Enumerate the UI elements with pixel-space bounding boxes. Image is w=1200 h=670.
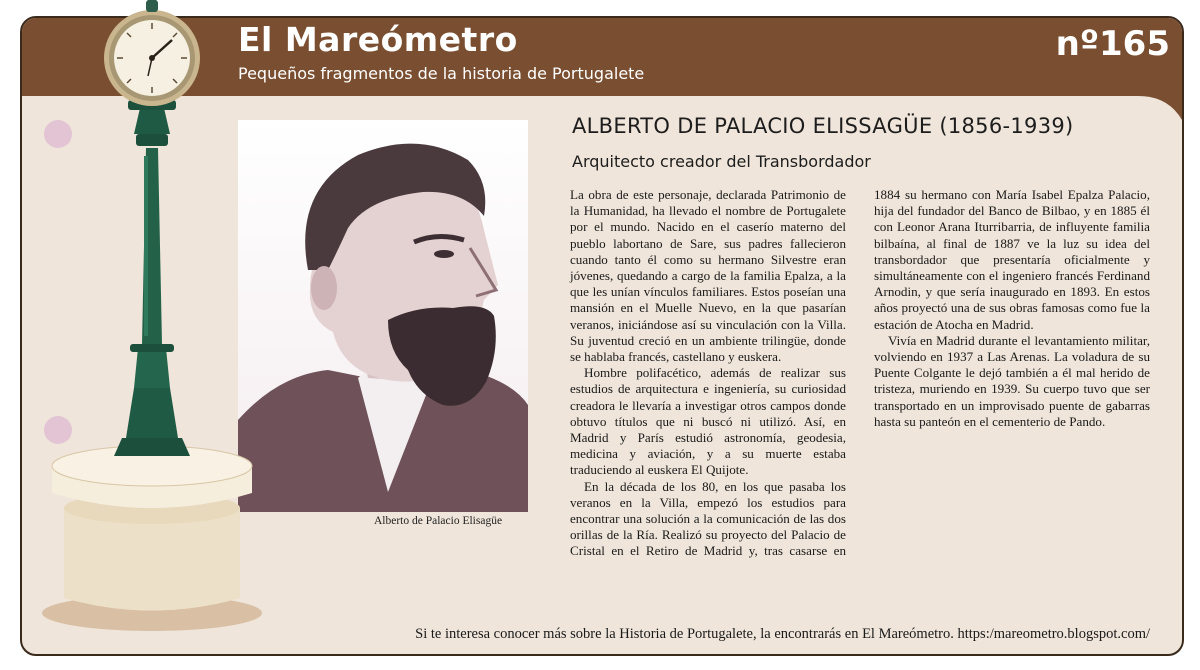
photo-caption: Alberto de Palacio Elisagüe — [374, 515, 503, 527]
footer-note: Si te interesa conocer más sobre la Historia de Portugalete, la encontrarás en El Mareómetro. https:/mareometro.blogspot.com/ — [415, 626, 1150, 642]
portrait-illustration — [238, 120, 528, 512]
issue-number: nº165 — [1055, 24, 1170, 64]
article-paragraph-4: Vivía en Madrid durante el levantamiento militar, volviendo en 1937 a Las Arenas. La voladura de su Puente Colgante le dejó también a él mal herido de tristeza, muriendo en 1939. Su cuerpo tuvo que ser transportado en un improvisado puente de gabarras hasta su panteón en el cementerio de Pando. — [874, 332, 1150, 429]
portrait-photo — [238, 120, 528, 512]
newsletter-subtitle: Pequeños fragmentos de la historia de Portugalete — [238, 64, 645, 83]
article-paragraph-3: En la década de los 80, en los que pasaba los veranos en la Villa, empezó los estudios para encontrar una solución a la comunicación de las dos orillas de la Ría. Realizó su proyecto del Palacio de Cristal en el Retiro de Madrid y, tras casarse en 1884 su hermano con María Isabel Epalza Palacio, hija del fundador del Banco de Bilbao, y en 1885 él con Leonor Arana Iturribarria, de influyente familia bilbaína, al final de 1887 ve la luz su idea del transbordador que presentaría oficialmente y simultáneamente con el ingeniero francés Ferdinand Arnodin, y que sería inaugurado en 1893. En estos años proyectó una de sus obras famosas como fue la estación de Atocha en Madrid. — [570, 187, 1150, 559]
newsletter-title: El Mareómetro — [238, 20, 518, 59]
article-paragraph-1: La obra de este personaje, declarada Patrimonio de la Humanidad, ha llevado el nombre de Portugalete por el mundo. Nacido en el caserío materno del pueblo labortano de Sare, sus padres fallecieron cuando tanto él como su hermano Silvestre eran jóvenes, quedando a cargo de la familia Epalza, a la que les unían vínculos familiares. Estos poseían una mansión en el Muelle Nuevo, en la que pasarían veranos, iniciándose así su vinculación con la Villa. Su juventud creció en un ambiente trilingüe, donde se hablaba francés, castellano y euskera. — [570, 187, 846, 365]
article-title: ALBERTO DE PALACIO ELISSAGÜE (1856-1939) — [572, 114, 1074, 138]
article-paragraph-2: Hombre polifacético, además de realizar sus estudios de arquitectura e ingeniería, su curiosidad creadora le llevaría a investigar otros campos donde obtuvo títulos que ni buscó ni utilizó. Así, en Madrid y París estudió astronomía, geodesia, medicina y aviación, y a su muerte estaba traduciendo al euskera El Quijote. — [570, 365, 846, 478]
article-subtitle: Arquitecto creador del Transbordador — [572, 152, 871, 171]
tide-clock-illustration — [36, 0, 266, 656]
article-body — [570, 187, 1150, 567]
